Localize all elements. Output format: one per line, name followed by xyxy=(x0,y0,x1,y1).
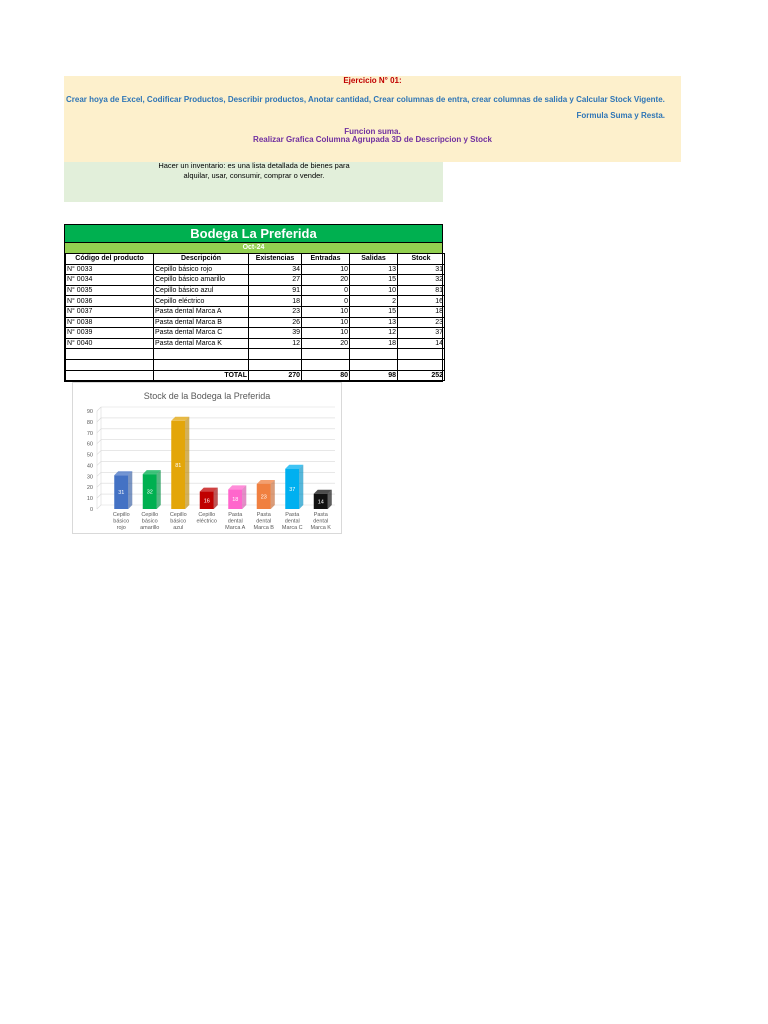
x-tick-label: dental xyxy=(227,518,243,525)
chart-title: Stock de la Bodega la Preferida xyxy=(143,391,271,401)
header-entries[interactable]: Entradas xyxy=(302,254,350,265)
function-text: Funcion suma. xyxy=(344,127,401,136)
cell-code[interactable]: N° 0033 xyxy=(66,264,154,275)
cell-entradas[interactable]: 0 xyxy=(302,285,350,296)
cell-entradas[interactable]: 10 xyxy=(302,306,350,317)
table-row xyxy=(66,264,445,275)
cell-salidas[interactable]: 15 xyxy=(350,306,398,317)
cell-existencias[interactable]: 23 xyxy=(249,306,302,317)
cell-existencias[interactable]: 91 xyxy=(249,285,302,296)
cell-existencias[interactable]: 18 xyxy=(249,296,302,307)
cell-stock[interactable]: 32 xyxy=(398,275,445,286)
table-row xyxy=(66,338,445,349)
table-row xyxy=(66,306,445,317)
x-tick-label: básico xyxy=(141,518,158,525)
total-label[interactable]: TOTAL xyxy=(154,370,249,381)
formula-text: Formula Suma y Resta. xyxy=(576,111,665,120)
x-tick-label: azul xyxy=(173,525,184,531)
cell-stock[interactable]: 23 xyxy=(398,317,445,328)
cell-description[interactable]: Cepillo básico rojo xyxy=(154,264,249,275)
y-tick-label: 80 xyxy=(86,419,93,426)
cell-code[interactable]: N° 0039 xyxy=(66,328,154,339)
gridline-diagonal xyxy=(97,407,101,411)
cell-salidas[interactable]: 15 xyxy=(350,275,398,286)
empty-cell[interactable] xyxy=(302,349,350,360)
cell-code[interactable]: N° 0036 xyxy=(66,296,154,307)
data-label: 32 xyxy=(146,489,153,496)
x-tick-label: Marca A xyxy=(225,525,246,531)
x-tick-label: dental xyxy=(284,518,300,525)
empty-cell[interactable] xyxy=(249,349,302,360)
y-tick-label: 20 xyxy=(86,485,93,492)
bar-side-tint xyxy=(271,480,275,509)
x-tick-label: Cepillo xyxy=(112,512,130,518)
stock-chart[interactable] xyxy=(72,382,342,534)
gridline-diagonal xyxy=(97,429,101,433)
x-tick-label: Pasta xyxy=(313,512,328,518)
cell-salidas[interactable]: 18 xyxy=(350,338,398,349)
cell-stock[interactable]: 16 xyxy=(398,296,445,307)
y-tick-label: 30 xyxy=(86,474,93,481)
empty-cell[interactable] xyxy=(154,359,249,370)
cell-code[interactable]: N° 0035 xyxy=(66,285,154,296)
cell-existencias[interactable]: 27 xyxy=(249,275,302,286)
x-tick-label: básico xyxy=(113,518,130,525)
cell-stock[interactable]: 31 xyxy=(398,264,445,275)
cell-salidas[interactable]: 12 xyxy=(350,328,398,339)
table-row xyxy=(66,285,445,296)
cell-entradas[interactable]: 20 xyxy=(302,275,350,286)
empty-row xyxy=(66,349,445,360)
cell-description[interactable]: Cepillo básico azul xyxy=(154,285,249,296)
cell-existencias[interactable]: 39 xyxy=(249,328,302,339)
bar-side-tint xyxy=(157,470,161,509)
inventory-note xyxy=(64,162,443,202)
empty-cell[interactable] xyxy=(350,349,398,360)
cell-stock[interactable]: 14 xyxy=(398,338,445,349)
cell-description[interactable]: Cepillo básico amarillo xyxy=(154,275,249,286)
data-label: 81 xyxy=(175,462,182,469)
x-tick-label: rojo xyxy=(116,525,126,531)
gridline-diagonal xyxy=(97,505,101,509)
x-tick-label: Cepillo xyxy=(141,512,159,518)
cell-salidas[interactable]: 13 xyxy=(350,264,398,275)
cell-description[interactable]: Pasta dental Marca B xyxy=(154,317,249,328)
table-row xyxy=(66,275,445,286)
empty-cell[interactable] xyxy=(398,349,445,360)
bar-side-tint xyxy=(185,417,189,509)
empty-cell[interactable] xyxy=(66,359,154,370)
gridline-diagonal xyxy=(97,483,101,487)
cell-stock[interactable]: 81 xyxy=(398,285,445,296)
inventory-table xyxy=(65,253,445,381)
cell-description[interactable]: Pasta dental Marca A xyxy=(154,306,249,317)
cell-code[interactable]: N° 0034 xyxy=(66,275,154,286)
total-entradas[interactable]: 80 xyxy=(302,370,350,381)
cell-entradas[interactable]: 0 xyxy=(302,296,350,307)
gridline-diagonal xyxy=(97,440,101,444)
cell-stock[interactable]: 18 xyxy=(398,306,445,317)
cell-description[interactable]: Pasta dental Marca C xyxy=(154,328,249,339)
table-row xyxy=(66,317,445,328)
sheet-date[interactable]: Oct-24 xyxy=(65,243,442,253)
inventory-sheet xyxy=(64,224,443,382)
cell-salidas[interactable]: 2 xyxy=(350,296,398,307)
chart-task-text: Realizar Grafica Columna Agrupada 3D de Descripcion y Stock xyxy=(253,135,492,144)
cell-existencias[interactable]: 34 xyxy=(249,264,302,275)
cell-description[interactable]: Pasta dental Marca K xyxy=(154,338,249,349)
x-tick-label: Pasta xyxy=(228,512,243,518)
cell-code[interactable]: N° 0037 xyxy=(66,306,154,317)
total-existencias[interactable]: 270 xyxy=(249,370,302,381)
x-tick-label: Pasta xyxy=(256,512,271,518)
cell-stock[interactable]: 37 xyxy=(398,328,445,339)
x-tick-label: Pasta xyxy=(285,512,300,518)
y-tick-label: 40 xyxy=(86,463,93,470)
empty-cell[interactable] xyxy=(302,359,350,370)
header-exits[interactable]: Salidas xyxy=(350,254,398,265)
data-label: 31 xyxy=(118,490,125,497)
bar-side-tint xyxy=(128,471,132,509)
gridline-diagonal xyxy=(97,451,101,455)
header-description[interactable]: Descripción xyxy=(154,254,249,265)
header-stock-on-hand[interactable]: Existencias xyxy=(249,254,302,265)
x-tick-label: dental xyxy=(313,518,329,525)
cell-existencias[interactable]: 26 xyxy=(249,317,302,328)
data-label: 18 xyxy=(232,497,239,504)
header-stock[interactable]: Stock xyxy=(398,254,445,265)
y-tick-label: 90 xyxy=(86,409,93,415)
total-row xyxy=(66,370,445,381)
cell-description[interactable]: Cepillo eléctrico xyxy=(154,296,249,307)
data-label: 37 xyxy=(289,486,296,493)
gridline-diagonal xyxy=(97,472,101,476)
chart-plot xyxy=(73,383,341,533)
instructions-text: Crear hoya de Excel, Codificar Productos, Describir productos, Anotar cantidad, Crear columnas de entra, crear columnas de salida y Calcular Stock Vigente. xyxy=(66,95,665,104)
x-tick-label: Cepillo xyxy=(169,512,187,518)
y-tick-label: 0 xyxy=(89,507,93,513)
empty-cell[interactable] xyxy=(398,359,445,370)
exercise-title: Ejercicio N° 01: xyxy=(343,76,402,85)
gridline-diagonal xyxy=(97,418,101,422)
x-tick-label: dental xyxy=(256,518,272,525)
table-header-row xyxy=(66,254,445,265)
x-tick-label: amarillo xyxy=(140,525,160,531)
total-salidas[interactable]: 98 xyxy=(350,370,398,381)
empty-cell[interactable] xyxy=(66,349,154,360)
empty-cell[interactable] xyxy=(350,359,398,370)
inventory-note-text: Hacer un inventario: es una lista detallada de bienes para alquilar, usar, consumir, comprar o vender. xyxy=(158,161,350,180)
data-label: 14 xyxy=(317,499,324,506)
cell-salidas[interactable]: 13 xyxy=(350,317,398,328)
table-row xyxy=(66,328,445,339)
empty-cell[interactable] xyxy=(154,349,249,360)
table-row xyxy=(66,296,445,307)
cell-entradas[interactable]: 10 xyxy=(302,317,350,328)
gridline-diagonal xyxy=(97,461,101,465)
data-label: 23 xyxy=(260,494,267,501)
data-label: 16 xyxy=(203,498,210,505)
cell-entradas[interactable]: 10 xyxy=(302,264,350,275)
y-tick-label: 60 xyxy=(86,441,93,448)
y-tick-label: 50 xyxy=(86,452,93,459)
cell-entradas[interactable]: 10 xyxy=(302,328,350,339)
empty-cell[interactable] xyxy=(66,370,154,381)
cell-existencias[interactable]: 12 xyxy=(249,338,302,349)
sheet-title[interactable]: Bodega La Preferida xyxy=(65,225,442,243)
x-tick-label: Cepillo xyxy=(198,512,216,518)
y-tick-label: 10 xyxy=(86,496,93,503)
x-tick-label: eléctrico xyxy=(196,518,217,525)
cell-code[interactable]: N° 0038 xyxy=(66,317,154,328)
x-tick-label: Marca B xyxy=(253,525,274,531)
cell-entradas[interactable]: 20 xyxy=(302,338,350,349)
instructions-banner xyxy=(64,76,681,162)
x-tick-label: Marca C xyxy=(281,525,303,531)
cell-salidas[interactable]: 10 xyxy=(350,285,398,296)
bar-side-tint xyxy=(299,465,303,509)
cell-code[interactable]: N° 0040 xyxy=(66,338,154,349)
bar-side-tint xyxy=(242,485,246,509)
total-stock[interactable]: 252 xyxy=(398,370,445,381)
x-tick-label: Marca K xyxy=(310,525,331,531)
header-code[interactable]: Código del producto xyxy=(66,254,154,265)
y-tick-label: 70 xyxy=(86,430,93,437)
empty-cell[interactable] xyxy=(249,359,302,370)
x-tick-label: básico xyxy=(170,518,187,525)
empty-row xyxy=(66,359,445,370)
gridline-diagonal xyxy=(97,494,101,498)
